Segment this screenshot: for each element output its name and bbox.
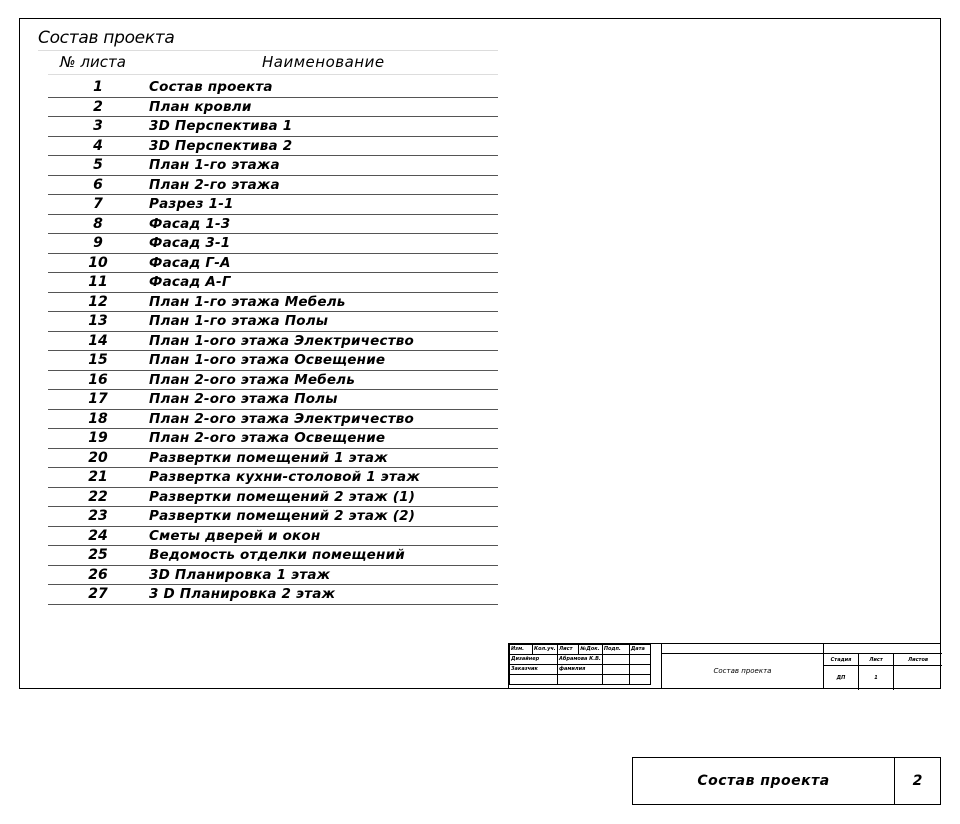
table-row [48,371,498,391]
table-row [48,293,498,313]
row-sheet-number: 18 [88,410,108,427]
stamp-data: Дата [629,645,650,655]
row-sheet-name: План 2-ого этажа Освещение [149,430,386,446]
title-rule [38,50,498,51]
table-row [48,215,498,235]
row-sheet-number: 25 [88,547,108,563]
stamp-client-name: фамилия [558,665,603,675]
header-rule [48,74,498,75]
table-row [48,137,498,157]
row-sheet-number: 12 [88,293,108,310]
row-sheet-number: 17 [88,391,108,407]
row-sheet-number: 19 [88,430,108,446]
sheet-title: Состав проекта [38,28,175,48]
row-sheet-number: 13 [88,313,108,329]
column-header-name: Наименование [262,53,385,71]
row-sheet-name: Фасад А-Г [149,274,231,290]
row-sheet-name: План 1-го этажа [149,157,280,173]
table-row [48,117,498,137]
table-row [48,507,498,527]
row-sheet-name: План кровли [149,98,252,115]
stamp-empty-cell [510,675,558,685]
row-sheet-number: 15 [88,352,108,368]
row-sheet-number: 11 [88,274,108,290]
stamp-client-role: Заказчик [510,665,558,675]
sheet-list [48,78,498,605]
row-sheet-name: План 1-го этажа Полы [149,313,329,329]
row-sheet-number: 2 [93,98,103,115]
row-sheet-name: 3D Перспектива 2 [149,137,293,154]
row-sheet-number: 24 [88,527,108,544]
stamp-stage-value: ДП [824,666,859,690]
stamp-sheets-value [894,666,942,690]
sheet-footer-label [632,757,941,805]
stamp-empty-cell [629,675,650,685]
row-sheet-name: Сметы дверей и окон [149,527,321,544]
row-sheet-name: План 1-го этажа Мебель [149,293,346,310]
table-row [48,176,498,196]
table-row [48,527,498,547]
row-sheet-name: План 2-го этажа [149,176,280,193]
row-sheet-number: 5 [93,157,103,173]
stamp-designer-name: Абрамова К.В. [558,655,603,665]
table-row [48,273,498,293]
stamp-left-table [509,644,651,685]
table-row [48,195,498,215]
row-sheet-number: 10 [88,254,108,271]
footer-title: Состав проекта [633,758,895,804]
stamp-top-right [824,644,942,654]
row-sheet-name: Ведомость отделки помещений [149,547,405,563]
stamp-sheet-label: Лист [859,654,894,666]
row-sheet-name: План 2-ого этажа Мебель [149,371,355,388]
stamp-empty-cell [558,675,603,685]
row-sheet-number: 6 [93,176,103,193]
table-row [48,156,498,176]
stamp-top-center [661,644,824,654]
title-block-stamp [508,643,941,689]
stamp-empty-cell [629,655,650,665]
row-sheet-number: 4 [93,137,103,154]
stamp-document-name: Состав проекта [661,654,824,689]
row-sheet-name: Развертки помещений 2 этаж (2) [149,508,416,524]
row-sheet-name: 3D Планировка 1 этаж [149,566,331,583]
table-row [48,234,498,254]
table-row [48,566,498,586]
row-sheet-number: 20 [88,449,108,466]
table-row [48,468,498,488]
row-sheet-number: 22 [88,488,108,505]
table-row [48,449,498,469]
table-row [48,332,498,352]
table-row [48,312,498,332]
table-row [48,351,498,371]
table-row [48,488,498,508]
table-row [48,98,498,118]
row-sheet-number: 27 [88,586,108,602]
table-row [48,585,498,605]
stamp-designer-role: Дизайнер [510,655,558,665]
row-sheet-number: 16 [88,371,108,388]
stamp-right-grid [824,654,942,690]
table-row [48,254,498,274]
row-sheet-name: План 2-ого этажа Полы [149,391,338,407]
stamp-empty-cell [602,675,629,685]
row-sheet-name: Фасад 3-1 [149,235,231,251]
table-row [48,78,498,98]
stamp-empty-cell [602,655,629,665]
row-sheet-name: Разрез 1-1 [149,196,234,212]
stamp-podp: Подп. [602,645,629,655]
row-sheet-name: Фасад Г-А [149,254,231,271]
drawing-sheet [19,18,941,689]
row-sheet-name: Развертки помещений 2 этаж (1) [149,488,416,505]
stamp-list: Лист [558,645,579,655]
stamp-izm: Изм. [510,645,533,655]
footer-page-number: 2 [912,773,923,789]
row-sheet-number: 26 [88,566,108,583]
row-sheet-name: 3 D Планировка 2 этаж [149,586,336,602]
row-sheet-number: 1 [93,79,103,95]
stamp-sheet-value: 1 [859,666,894,690]
row-sheet-name: Фасад 1-3 [149,215,231,232]
row-sheet-number: 3 [93,118,103,134]
stamp-empty-cell [602,665,629,675]
row-sheet-number: 14 [88,332,108,349]
table-row [48,410,498,430]
row-sheet-number: 7 [93,196,103,212]
row-sheet-number: 9 [93,235,103,251]
stamp-ndok: №Док. [579,645,602,655]
row-sheet-number: 8 [93,215,103,232]
row-sheet-name: Состав проекта [149,79,273,95]
row-sheet-number: 23 [88,508,108,524]
row-sheet-name: Развертка кухни-столовой 1 этаж [149,469,420,485]
table-row [48,390,498,410]
row-sheet-number: 21 [88,469,108,485]
stamp-empty-cell [629,665,650,675]
stamp-stage-label: Стадия [824,654,859,666]
stamp-koluch: Кол.уч. [533,645,558,655]
row-sheet-name: План 1-ого этажа Электричество [149,332,414,349]
row-sheet-name: План 1-ого этажа Освещение [149,352,386,368]
stamp-sheets-label: Листов [894,654,942,666]
row-sheet-name: 3D Перспектива 1 [149,118,293,134]
table-row [48,429,498,449]
row-sheet-name: Развертки помещений 1 этаж [149,449,388,466]
table-row [48,546,498,566]
column-header-sheet-number: № листа [60,53,126,71]
row-sheet-name: План 2-ого этажа Электричество [149,410,414,427]
